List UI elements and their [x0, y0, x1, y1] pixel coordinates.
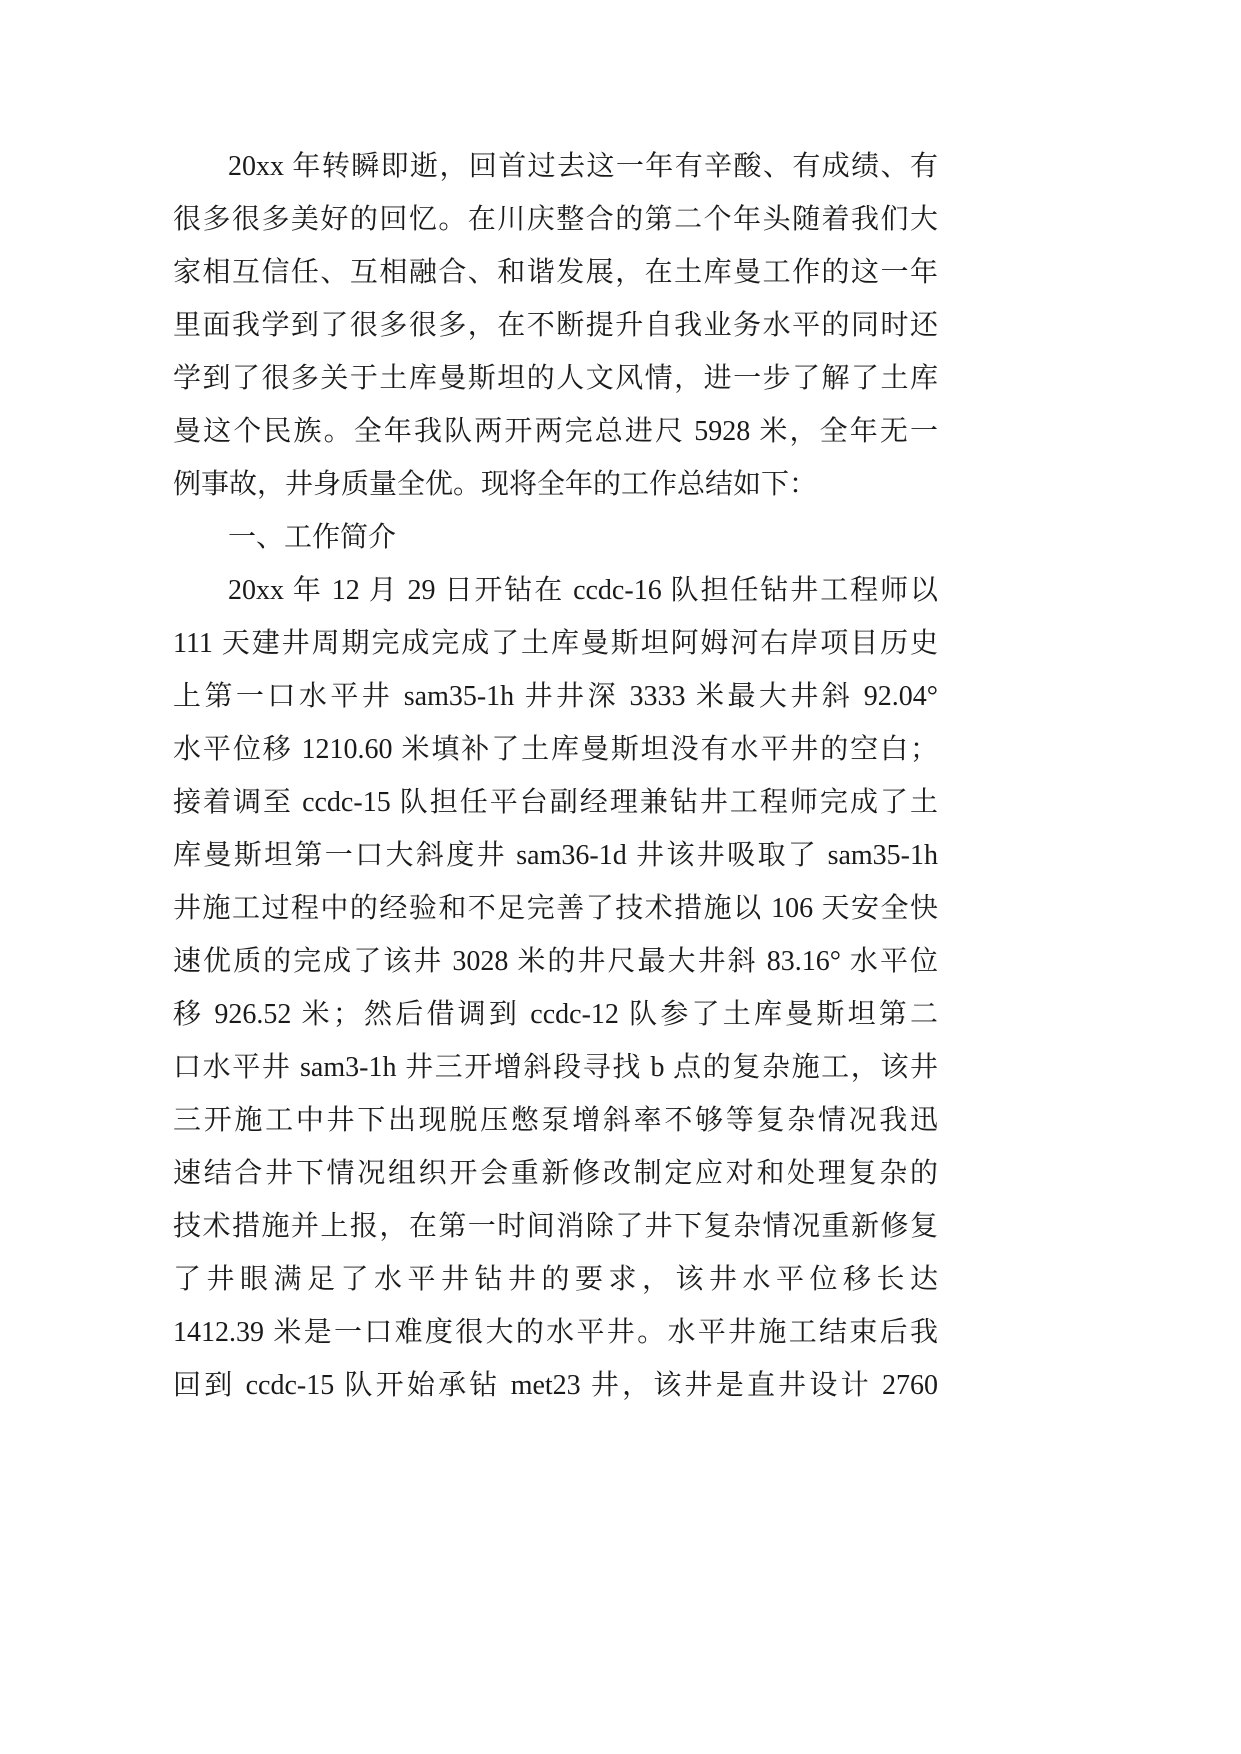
- paragraph-1-line: 学到了很多关于土库曼斯坦的人文风情，进一步了解了土库: [173, 363, 938, 394]
- paragraph-2-line: 速优质的完成了该井 3028 米的井尺最大井斜 83.16° 水平位: [173, 946, 938, 977]
- paragraph-2-line: 库曼斯坦第一口大斜度井 sam36-1d 井该井吸取了 sam35-1h: [173, 840, 938, 871]
- paragraph-2-line: 1412.39 米是一口难度很大的水平井。水平井施工结束后我: [173, 1317, 938, 1348]
- paragraph-2-line: 了井眼满足了水平井钻井的要求，该井水平位移长达: [173, 1264, 938, 1295]
- document-body: [173, 140, 938, 1412]
- section-heading: 一、工作简介: [228, 522, 397, 553]
- paragraph-2-line: 20xx 年 12 月 29 日开钻在 ccdc-16 队担任钻井工程师以: [228, 575, 938, 606]
- paragraph-1-line: 家相互信任、互相融合、和谐发展，在土库曼工作的这一年: [173, 257, 938, 288]
- paragraph-2-line: 接着调至 ccdc-15 队担任平台副经理兼钻井工程师完成了土: [173, 787, 938, 818]
- paragraph-1-line: 例事故，井身质量全优。现将全年的工作总结如下：: [173, 469, 818, 500]
- paragraph-2-line: 技术措施并上报，在第一时间消除了井下复杂情况重新修复: [173, 1211, 938, 1242]
- paragraph-2-line: 速结合井下情况组织开会重新修改制定应对和处理复杂的: [173, 1158, 938, 1189]
- paragraph-2-line: 口水平井 sam3-1h 井三开增斜段寻找 b 点的复杂施工，该井: [173, 1052, 938, 1083]
- paragraph-2-line: 井施工过程中的经验和不足完善了技术措施以 106 天安全快: [173, 893, 938, 924]
- paragraph-1-line: 曼这个民族。全年我队两开两完总进尺 5928 米，全年无一: [173, 416, 938, 447]
- paragraph-2-line: 水平位移 1210.60 米填补了土库曼斯坦没有水平井的空白；: [173, 734, 938, 765]
- paragraph-1-line: 很多很多美好的回忆。在川庆整合的第二个年头随着我们大: [173, 204, 938, 235]
- paragraph-2-line: 上第一口水平井 sam35-1h 井井深 3333 米最大井斜 92.04°: [173, 681, 938, 712]
- paragraph-2-line: 111 天建井周期完成完成了土库曼斯坦阿姆河右岸项目历史: [173, 628, 938, 659]
- paragraph-1-line: 20xx 年转瞬即逝，回首过去这一年有辛酸、有成绩、有: [228, 151, 938, 182]
- paragraph-2-line: 三开施工中井下出现脱压憋泵增斜率不够等复杂情况我迅: [173, 1105, 938, 1136]
- paragraph-2-line: 移 926.52 米；然后借调到 ccdc-12 队参了土库曼斯坦第二: [173, 999, 938, 1030]
- paragraph-2-line: 回到 ccdc-15 队开始承钻 met23 井，该井是直井设计 2760: [173, 1370, 938, 1401]
- paragraph-1-line: 里面我学到了很多很多，在不断提升自我业务水平的同时还: [173, 310, 938, 341]
